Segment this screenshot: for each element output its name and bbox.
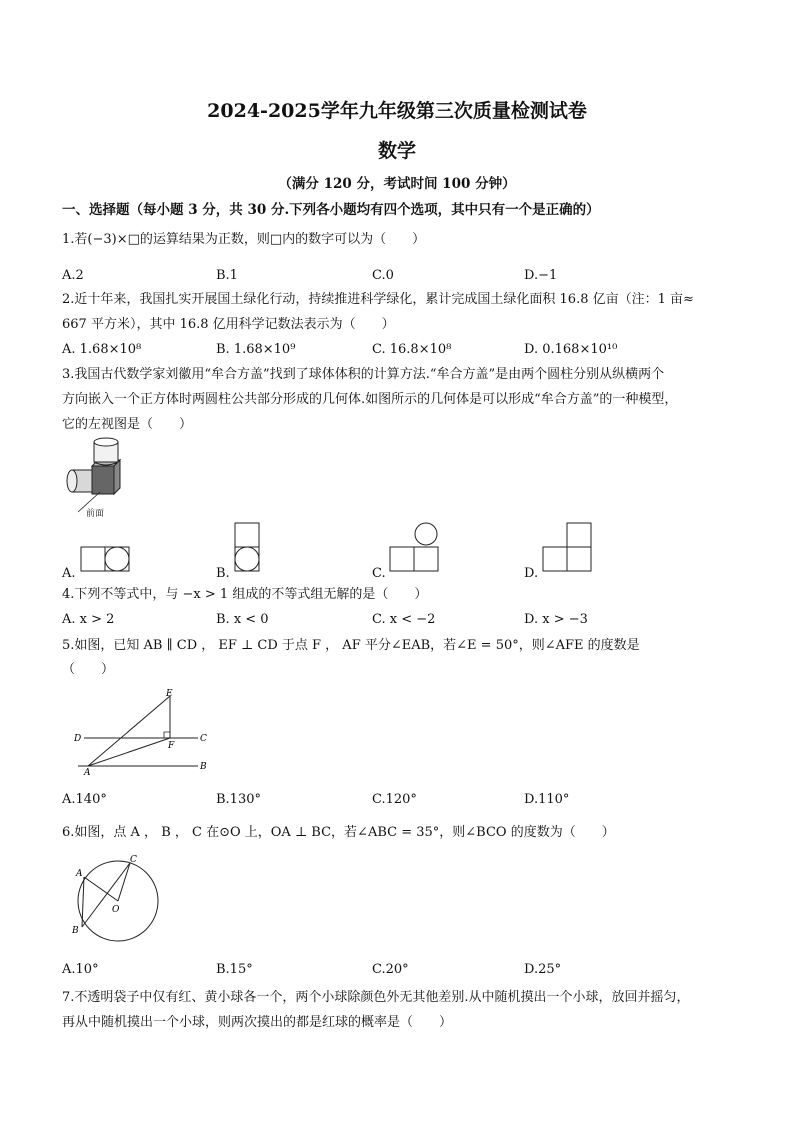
q4-option-d: D. x > −3 [524,612,588,627]
question-2-stem-line1: 2.近十年来，我国扎实开展国土绿化行动，持续推进科学绿化，累计完成国土绿化面积 16.8 亿亩（注：1 亩≈ [62,292,694,307]
q5-label-a: A [84,768,91,778]
q5-label-c: C [200,734,207,744]
q4-option-c: C. x < −2 [372,612,436,627]
q6-option-a: A.10° [62,962,99,977]
q3-solid-figure [62,436,132,520]
q6-label-o: O [112,905,120,915]
q3-option-c: C. [372,566,386,581]
question-6-stem: 6.如图，点 A ， B ， C 在⊙O 上，OA ⊥ BC，若∠ABC = 35°，则∠BCO 的度数为（ ） [62,825,615,840]
q6-option-b: B.15° [216,962,253,977]
q3-option-b: B. [216,566,230,581]
q3-option-d: D. [524,566,539,581]
question-7-stem-line1: 7.不透明袋子中仅有红、黄小球各一个，两个小球除颜色外无其他差别.从中随机摸出一个小球，放回并摇匀， [62,990,690,1005]
q2-option-a: A. 1.68×10⁸ [62,342,142,357]
q6-circle-figure [68,857,168,947]
q4-option-a: A. x > 2 [62,612,115,627]
question-5-stem-line1: 5.如图，已知 AB ∥ CD ， EF ⊥ CD 于点 F ， AF 平分∠EAB，若∠E = 50°，则∠AFE 的度数是 [62,638,640,653]
q3-figure-label: 前面 [86,509,105,519]
q5-label-d: D [74,734,82,744]
q5-option-b: B.130° [216,792,261,807]
q5-option-d: D.110° [524,792,570,807]
q6-label-c: C [130,855,137,865]
q3-option-c-view [389,521,441,575]
q4-option-b: B. x < 0 [216,612,269,627]
q6-option-c: C.20° [372,962,409,977]
q5-label-e: E [166,689,173,699]
q2-option-d: D. 0.168×10¹⁰ [524,342,618,357]
q1-option-b: B.1 [216,268,238,283]
q5-label-b: B [200,762,207,772]
question-5-stem-line2: （ ） [62,662,115,677]
question-4-stem: 4.下列不等式中，与 −x > 1 组成的不等式组无解的是（ ） [62,587,428,602]
q3-option-a: A. [62,566,76,581]
question-3-stem-line3: 它的左视图是（ ） [62,417,193,432]
q6-label-b: B [72,926,79,936]
q2-option-c: C. 16.8×10⁸ [372,342,452,357]
q3-option-b-view [234,521,264,573]
question-7-stem-line2: 再从中随机摸出一个小球，则两次摸出的都是红球的概率是（ ） [62,1015,453,1030]
question-2-stem-line2: 667 平方米），其中 16.8 亿用科学记数法表示为（ ） [62,317,395,332]
question-3-stem-line2: 方向嵌入一个正方体时两圆柱公共部分形成的几何体.如图所示的几何体是可以形成“牟合方盖”的一种模型， [62,392,678,407]
q6-option-d: D.25° [524,962,562,977]
question-1-stem: 1.若(−3)×□的运算结果为正数，则□内的数字可以为（ ） [62,232,426,247]
q1-option-d: D.−1 [524,268,558,283]
exam-note: （满分 120 分，考试时间 100 分钟） [278,176,516,192]
section-heading: 一、选择题（每小题 3 分，共 30 分.下列各小题均有四个选项，其中只有一个是正确的） [62,202,600,218]
exam-title: 2024-2025学年九年级第三次质量检测试卷 [207,100,587,122]
q5-option-c: C.120° [372,792,417,807]
subject-title: 数学 [377,140,416,162]
q2-option-b: B. 1.68×10⁹ [216,342,296,357]
q3-option-d-view [542,521,594,575]
q1-option-c: C.0 [372,268,394,283]
q5-parallel-lines-figure [70,688,210,776]
q1-option-a: A.2 [62,268,84,283]
q5-option-a: A.140° [62,792,107,807]
q6-label-a: A [76,869,83,879]
question-3-stem-line1: 3.我国古代数学家刘徽用“牟合方盖”找到了球体体积的计算方法.“牟合方盖”是由两个圆柱分别从纵横两个 [62,367,665,382]
q3-option-a-view [80,545,132,575]
q5-label-f: F [168,741,175,751]
